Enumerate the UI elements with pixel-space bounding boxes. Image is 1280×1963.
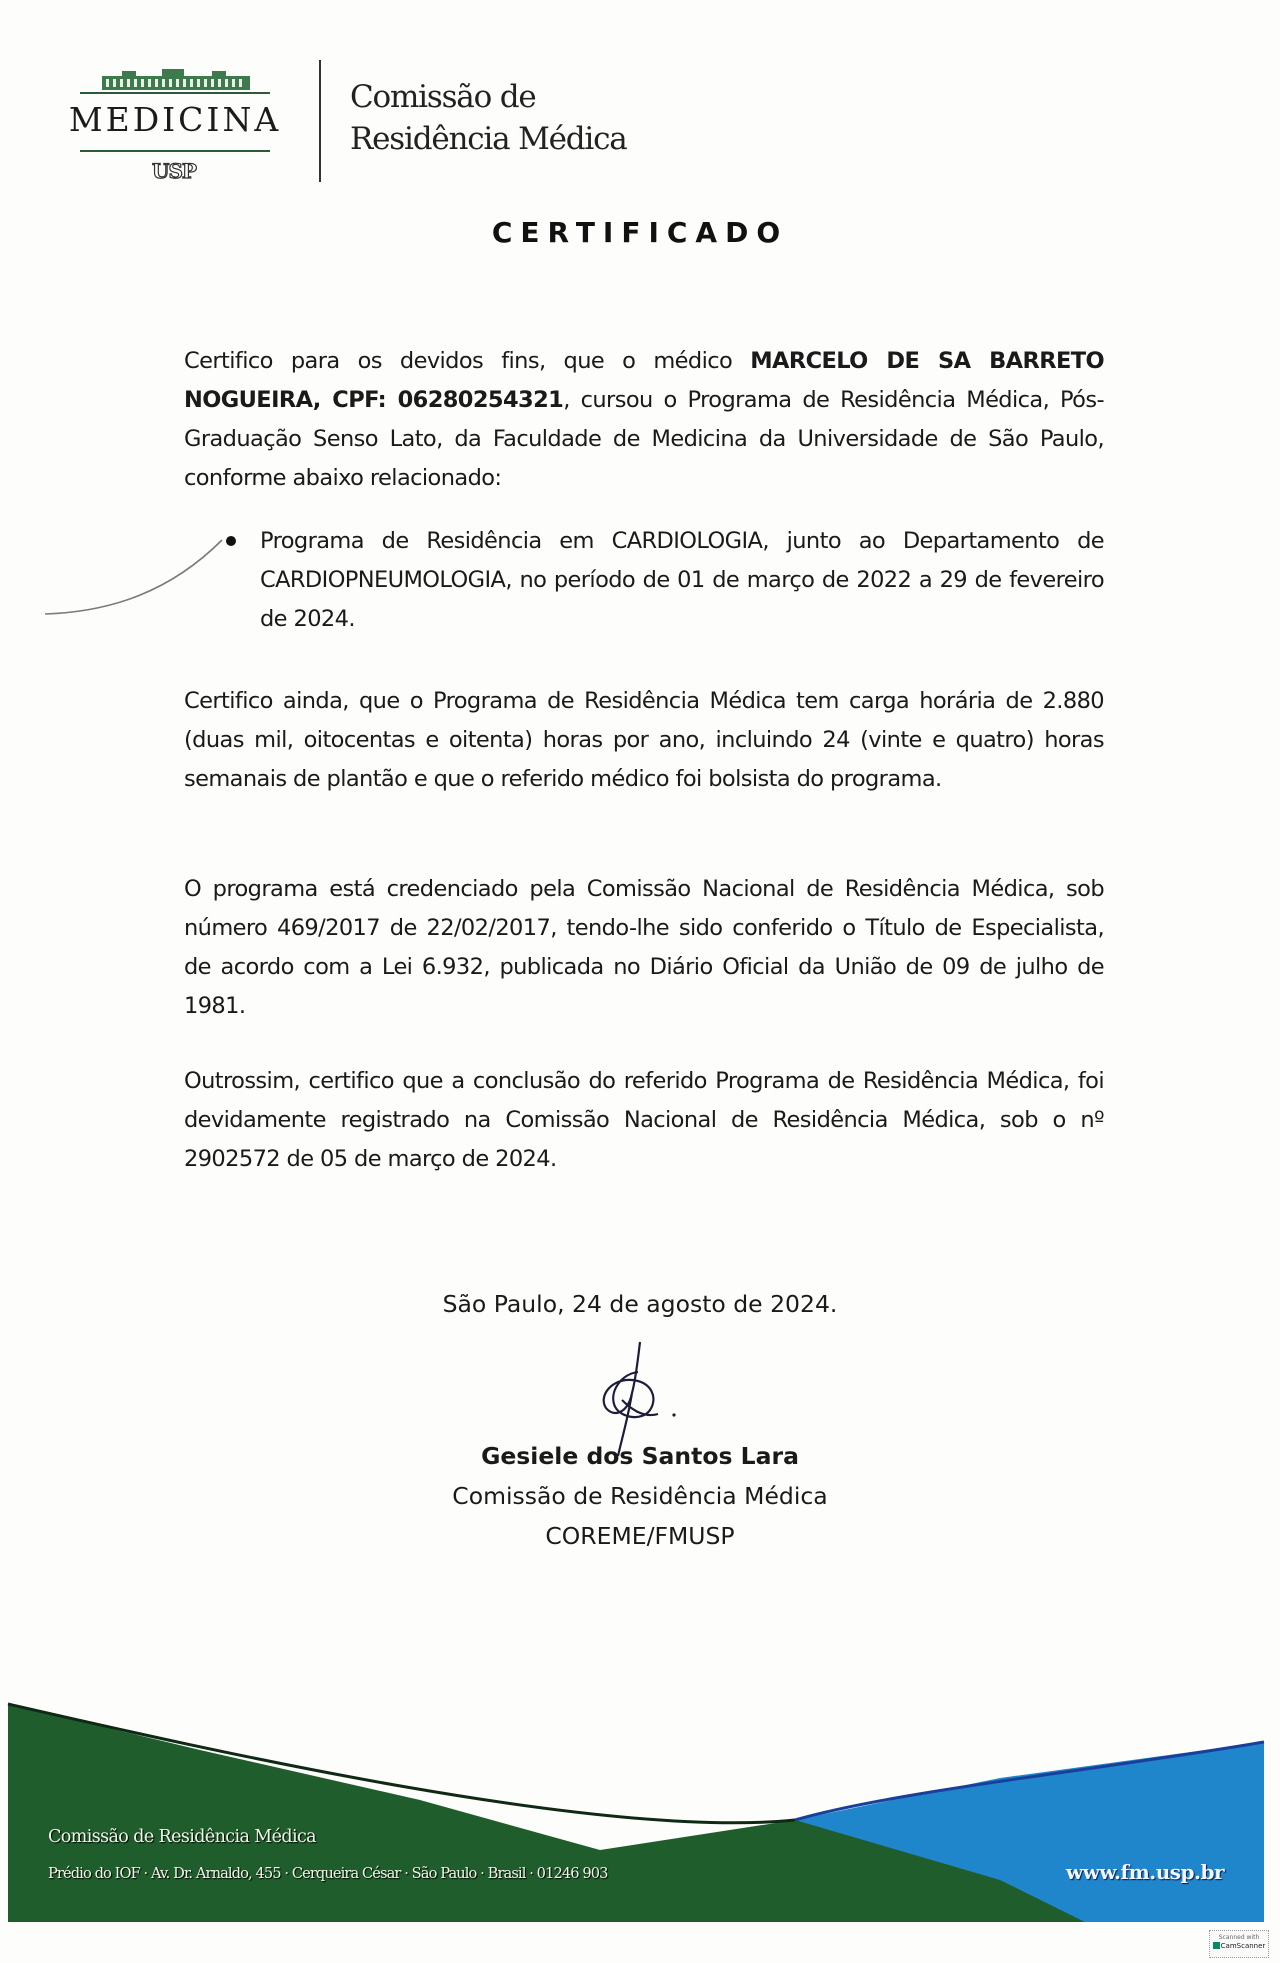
bullet-dot [226,536,236,546]
commission-line-1: Comissão de [350,79,536,115]
pen-stroke-mark [40,532,240,622]
logo-rule-bottom [80,150,270,152]
camscanner-watermark [1209,1930,1269,1958]
paragraph-registration: Outrossim, certifico que a conclusão do referido Programa de Residência Médica, foi devidamente registrado na Comissão Nacional de Residência Médica, sob o nº 2902572 de 05 de março de 2024. [184,1068,1104,1172]
signatory-role: Comissão de Residência Médica [452,1482,828,1510]
place-date: São Paulo, 24 de agosto de 2024. [442,1290,838,1318]
commission-line-2: Residência Médica [350,121,627,157]
footer-url-link[interactable]: www.fm.usp.br [1065,1860,1224,1884]
footer-commission-name: Comissão de Residência Médica [48,1827,316,1847]
paragraph-workload: Certifico ainda, que o Programa de Residência Médica tem carga horária de 2.880 (duas mil, oitocentas e oitenta) horas por ano, incluindo 24 (vinte e quatro) horas semanais de plantão e que o referido médico foi bolsista do programa. [184,688,1104,792]
certificate-title: CERTIFICADO [491,216,789,249]
program-bullet-item: Programa de Residência em CARDIOLOGIA, junto ao Departamento de CARDIOPNEUMOLOGIA, no período de 01 de março de 2022 a 29 de fevereiro de 2024. [260,528,1104,632]
footer-band [0,1690,1280,1922]
medicina-usp-logo [60,62,290,187]
building-icon [102,68,250,90]
paragraph-intro [184,342,1104,498]
footer-address: Prédio do IOF · Av. Dr. Arnaldo, 455 · Cerqueira César · São Paulo · Brasil · 01246 903 [48,1865,608,1882]
signatory-name: Gesiele dos Santos Lara [481,1442,799,1470]
doctor-name-cpf: MARCELO DE SA BARRETO NOGUEIRA, CPF: 06280254321 [184,348,1104,413]
header-divider [319,60,321,182]
logo-usp-text: USP [152,159,196,183]
logo-rule-top [80,92,270,94]
paragraph-accreditation: O programa está credenciado pela Comissão Nacional de Residência Médica, sob número 469/2017 de 22/02/2017, tendo-lhe sido conferido o Título de Especialista, de acordo com a Lei 6.932, publicada no Diário Oficial da União de 09 de julho de 1981. [184,876,1104,1019]
intro-text-b: , cursou o Programa de Residência Médica, Pós-Graduação Senso Lato, da Faculdade de Medicina da Universidade de São Paulo, conforme abaixo relacionado: [184,387,1104,491]
commission-title [350,76,627,160]
watermark-line-1: Scanned with [1218,1934,1260,1941]
watermark-line-2: CamScanner [1220,1942,1266,1950]
signatory-org: COREME/FMUSP [545,1522,735,1550]
logo-medicina-text: MEDICINA [68,100,282,139]
camscanner-icon [1213,1942,1220,1949]
intro-text-a: Certifico para os devidos fins, que o médico [184,348,751,374]
